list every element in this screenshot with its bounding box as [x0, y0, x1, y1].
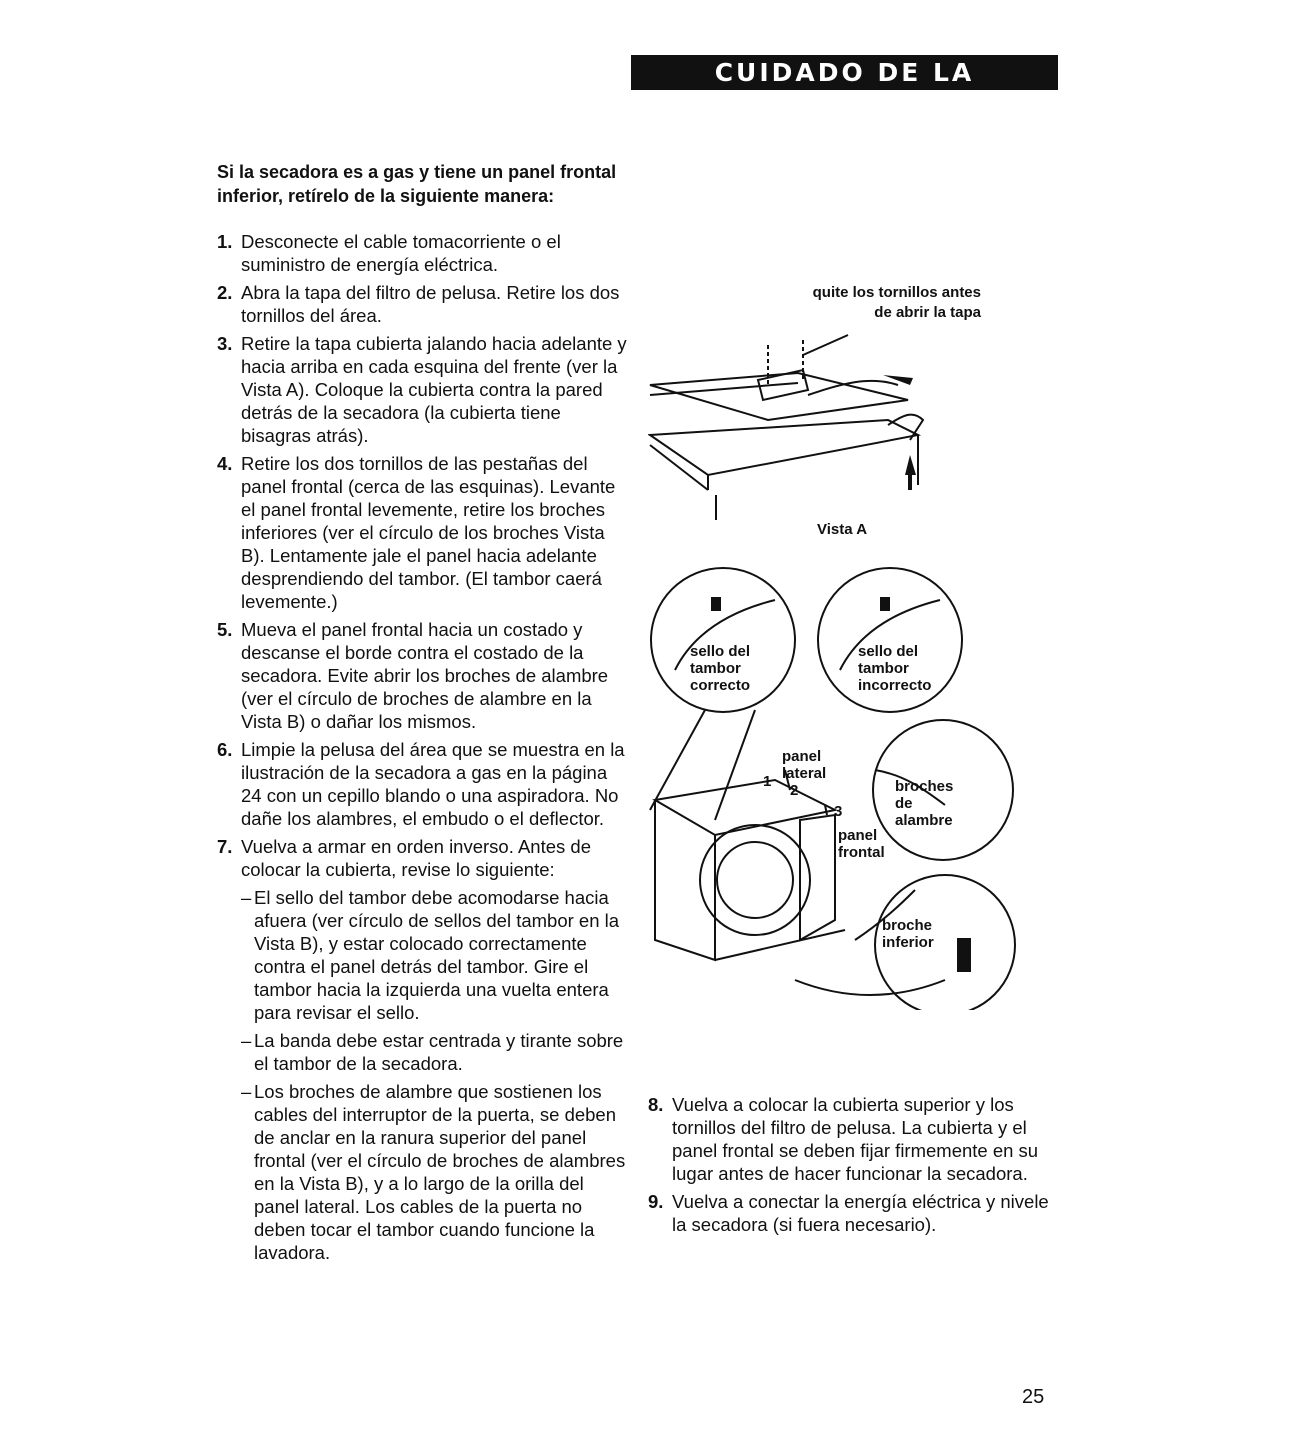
substep-1: [241, 886, 627, 1024]
step-8: [648, 1093, 1058, 1185]
step-number: 7.: [217, 836, 233, 857]
side-panel-label: panel lateral: [782, 748, 827, 782]
step-text: Desconecte el cable tomacorriente o el suministro de energía eléctrica.: [241, 231, 561, 275]
dash-bullet: –: [241, 1030, 252, 1051]
substep-text: Los broches de alambre que sostienen los cables del interruptor de la puerta, se deben de anclar en la ranura superior del panel frontal (ver el círculo de broches de alambres en la Vista B), y a lo largo de la orilla del panel lateral. Los cables de la puerta no deben tocar el tambor cuando funcione la lavadora.: [254, 1081, 626, 1263]
section-heading: Si la secadora es a gas y tiene un panel frontal inferior, retírelo de la siguiente manera:: [217, 162, 617, 206]
step-text: Vuelva a armar en orden inverso. Antes de colocar la cubierta, revise lo siguiente:: [241, 836, 591, 880]
callout-number-3: 3: [834, 803, 843, 820]
dash-bullet: –: [241, 887, 252, 908]
step-text: Retire la tapa cubierta jalando hacia adelante y hacia arriba en cada esquina del frente (ver la Vista A). Coloque la cubierta contra la pared detrás de la secadora (la cubierta tiene bisagras atrás).: [241, 333, 627, 446]
step-9: [648, 1190, 1058, 1236]
step-text: Mueva el panel frontal hacia un costado y descanse el borde contra el costado de la secadora. Evite abrir los broches de alambre (ver el círculo de broches de alambre en la Vista B) o dañar los mismos.: [241, 619, 609, 732]
view-a-caption: Vista A: [817, 521, 868, 538]
step-number: 5.: [217, 619, 233, 640]
callout-number-2: 2: [790, 782, 799, 799]
step-text: Vuelva a colocar la cubierta superior y los tornillos del filtro de pelusa. La cubierta y el panel frontal se deben fijar firmemente en su lugar antes de hacer funcionar la secadora.: [672, 1094, 1039, 1184]
step-number: 3.: [217, 333, 233, 354]
seal-incorrect-label: sello del tambor incorrecto: [858, 643, 932, 694]
step-number: 4.: [217, 453, 233, 474]
substep-2: [241, 1029, 627, 1075]
step-3: [217, 332, 627, 447]
substep-3: [241, 1080, 627, 1264]
dash-bullet: –: [241, 1081, 252, 1102]
front-panel-label: panel frontal: [838, 827, 885, 861]
step-text: Abra la tapa del filtro de pelusa. Retire los dos tornillos del área.: [241, 282, 620, 326]
step-4: [217, 452, 627, 613]
step-number: 1.: [217, 231, 233, 252]
step-number: 9.: [648, 1191, 664, 1212]
step-5: [217, 618, 627, 733]
step-text: Limpie la pelusa del área que se muestra en la ilustración de la secadora a gas en la página 24 con un cepillo blando o una aspiradora. No dañe los alambres, el embudo o el deflector.: [241, 739, 625, 829]
steps-list: [217, 230, 627, 1269]
wire-clips-label: broches de alambre: [895, 778, 954, 829]
step-number: 2.: [217, 282, 233, 303]
step-1: [217, 230, 627, 276]
step-7: [217, 835, 627, 881]
substep-text: La banda debe estar centrada y tirante sobre el tambor de la secadora.: [254, 1030, 624, 1074]
step-number: 6.: [217, 739, 233, 760]
seal-correct-label: sello del tambor correcto: [690, 643, 751, 694]
callout-number-1: 1: [763, 773, 772, 790]
step-number: 8.: [648, 1094, 664, 1115]
page-number: 25: [1022, 1386, 1045, 1408]
view-a-illustration: [648, 325, 948, 525]
steps-list-continued: [648, 1093, 1058, 1241]
step-text: Vuelva a conectar la energía eléctrica y nivele la secadora (si fuera necesario).: [672, 1191, 1049, 1235]
screws-callout: quite los tornillos antes de abrir la tapa: [812, 284, 981, 321]
substep-text: El sello del tambor debe acomodarse hacia afuera (ver círculo de sellos del tambor en la Vista B), y estar colocado correctamente contra el panel detrás del tambor. Gire el tambor hacia la izquierda una vuelta entera para revisar el sello.: [254, 887, 620, 1023]
step-2: [217, 281, 627, 327]
bottom-clip-label: broche inferior: [882, 917, 934, 951]
step-text: Retire los dos tornillos de las pestañas del panel frontal (cerca de las esquinas). Levante el panel frontal levemente, retire los broches inferiores (ver el círculo de los broches Vista B). Lentamente jale el panel hacia adelante desprendiendo del tambor. (El tambor caerá levemente.): [241, 453, 616, 612]
step-6: [217, 738, 627, 830]
section-banner: CUIDADO DE LA SECADORA: [631, 55, 1058, 90]
